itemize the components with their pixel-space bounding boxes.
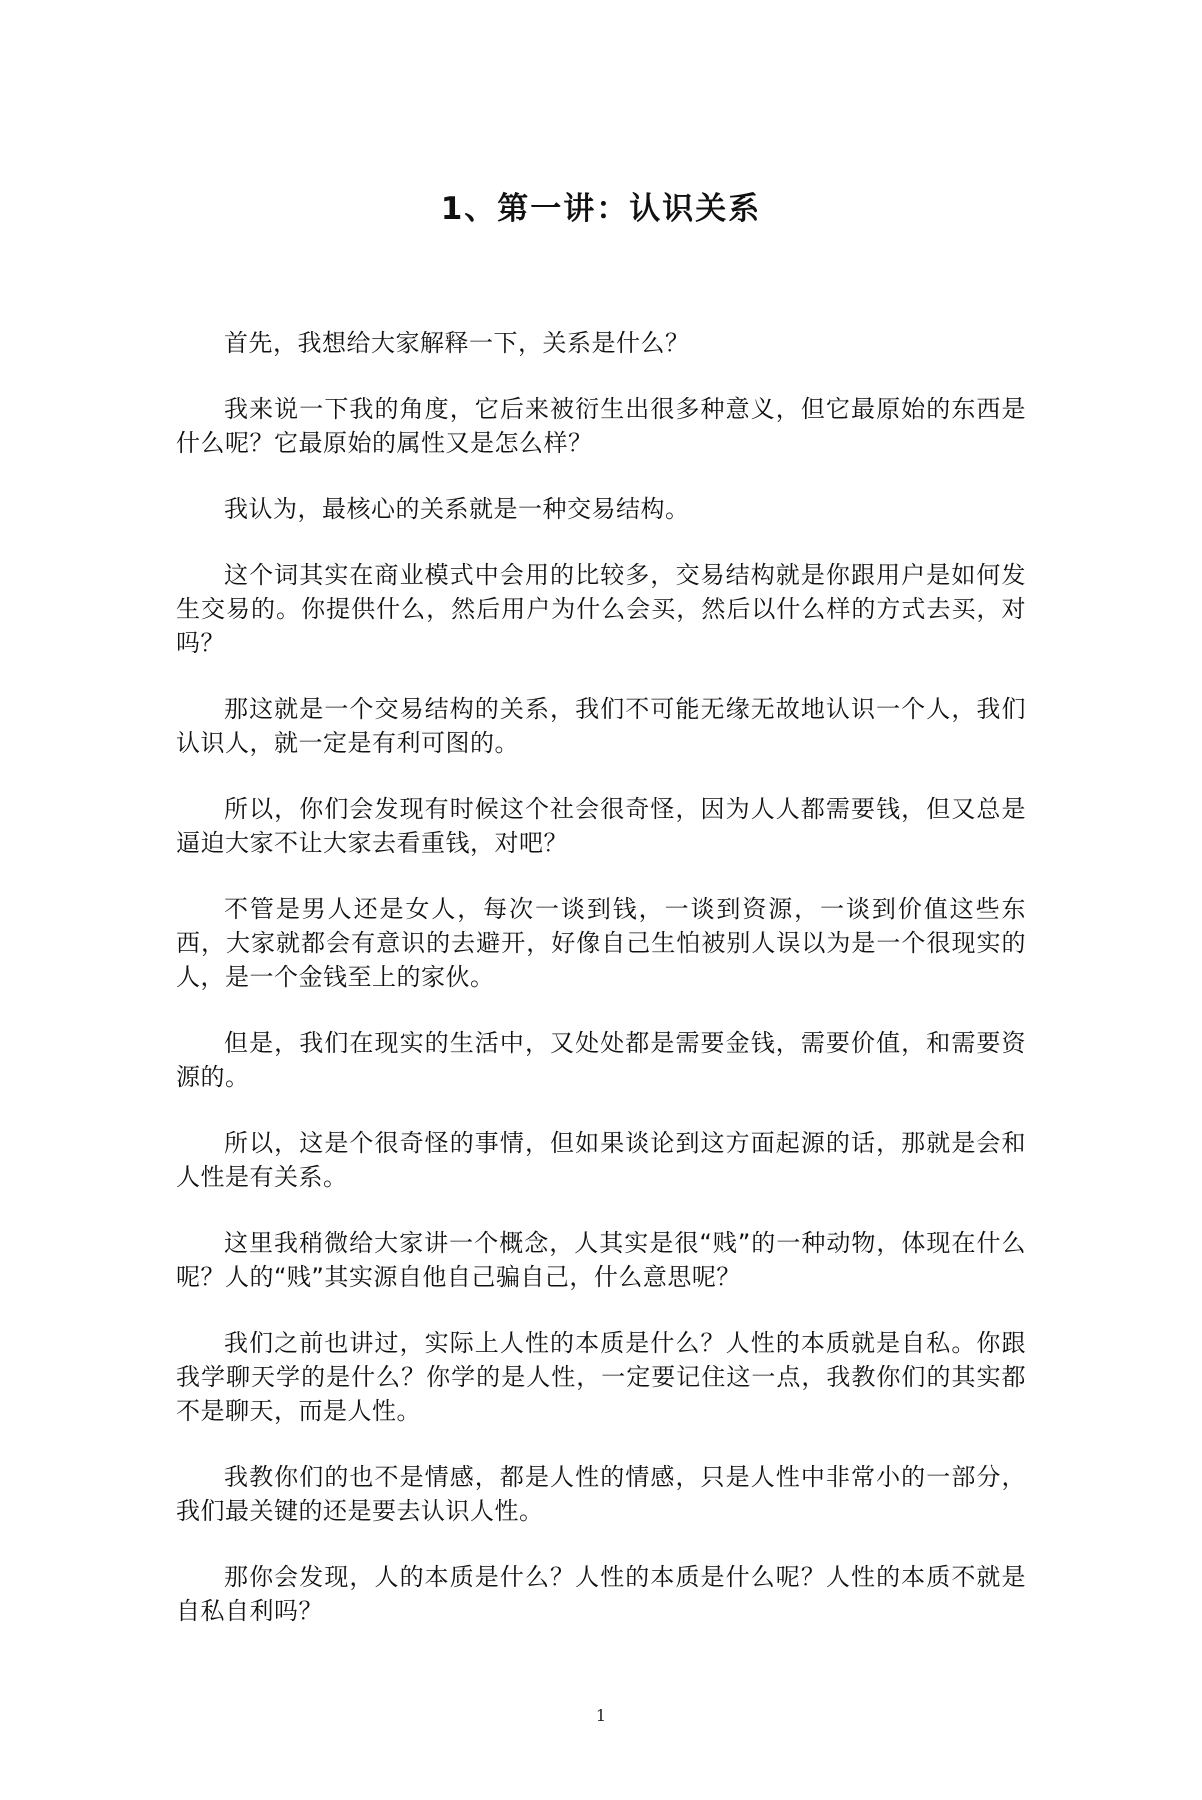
paragraph: 不管是男人还是女人，每次一谈到钱，一谈到资源，一谈到价值这些东西，大家就都会有意识的去避开，好像自己生怕被别人误以为是一个很现实的人，是一个金钱至上的家伙。 [176,895,1026,991]
paragraph: 首先，我想给大家解释一下，关系是什么？ [224,329,690,357]
paragraph: 所以，你们会发现有时候这个社会很奇怪，因为人人都需要钱，但又总是逼迫大家不让大家去看重钱，对吧？ [176,795,1026,857]
paragraph: 这个词其实在商业模式中会用的比较多，交易结构就是你跟用户是如何发生交易的。你提供什么，然后用户为什么会买，然后以什么样的方式去买，对吗？ [176,561,1026,657]
paragraph: 那这就是一个交易结构的关系，我们不可能无缘无故地认识一个人，我们认识人，就一定是有利可图的。 [176,695,1026,757]
paragraph: 我认为，最核心的关系就是一种交易结构。 [224,495,690,523]
paragraph: 那你会发现，人的本质是什么？人性的本质是什么呢？人性的本质不就是自私自利吗？ [176,1563,1026,1625]
paragraph: 我教你们的也不是情感，都是人性的情感，只是人性中非常小的一部分，我们最关键的还是要去认识人性。 [176,1463,1026,1525]
paragraph: 我来说一下我的角度，它后来被衍生出很多种意义，但它最原始的东西是什么呢？它最原始的属性又是怎么样？ [176,395,1026,457]
document-body [176,326,1026,1660]
paragraph: 所以，这是个很奇怪的事情，但如果谈论到这方面起源的话，那就是会和人性是有关系。 [176,1129,1026,1191]
page-title: 1、第一讲：认识关系 [440,190,762,227]
paragraph: 这里我稍微给大家讲一个概念，人其实是很“贱”的一种动物，体现在什么呢？人的“贱”其实源自他自己骗自己，什么意思呢？ [176,1229,1026,1291]
paragraph: 但是，我们在现实的生活中，又处处都是需要金钱，需要价值，和需要资源的。 [176,1029,1026,1091]
page-number: 1 [595,1706,607,1725]
paragraph: 我们之前也讲过，实际上人性的本质是什么？人性的本质就是自私。你跟我学聊天学的是什么？你学的是人性，一定要记住这一点，我教你们的其实都不是聊天，而是人性。 [176,1329,1026,1425]
